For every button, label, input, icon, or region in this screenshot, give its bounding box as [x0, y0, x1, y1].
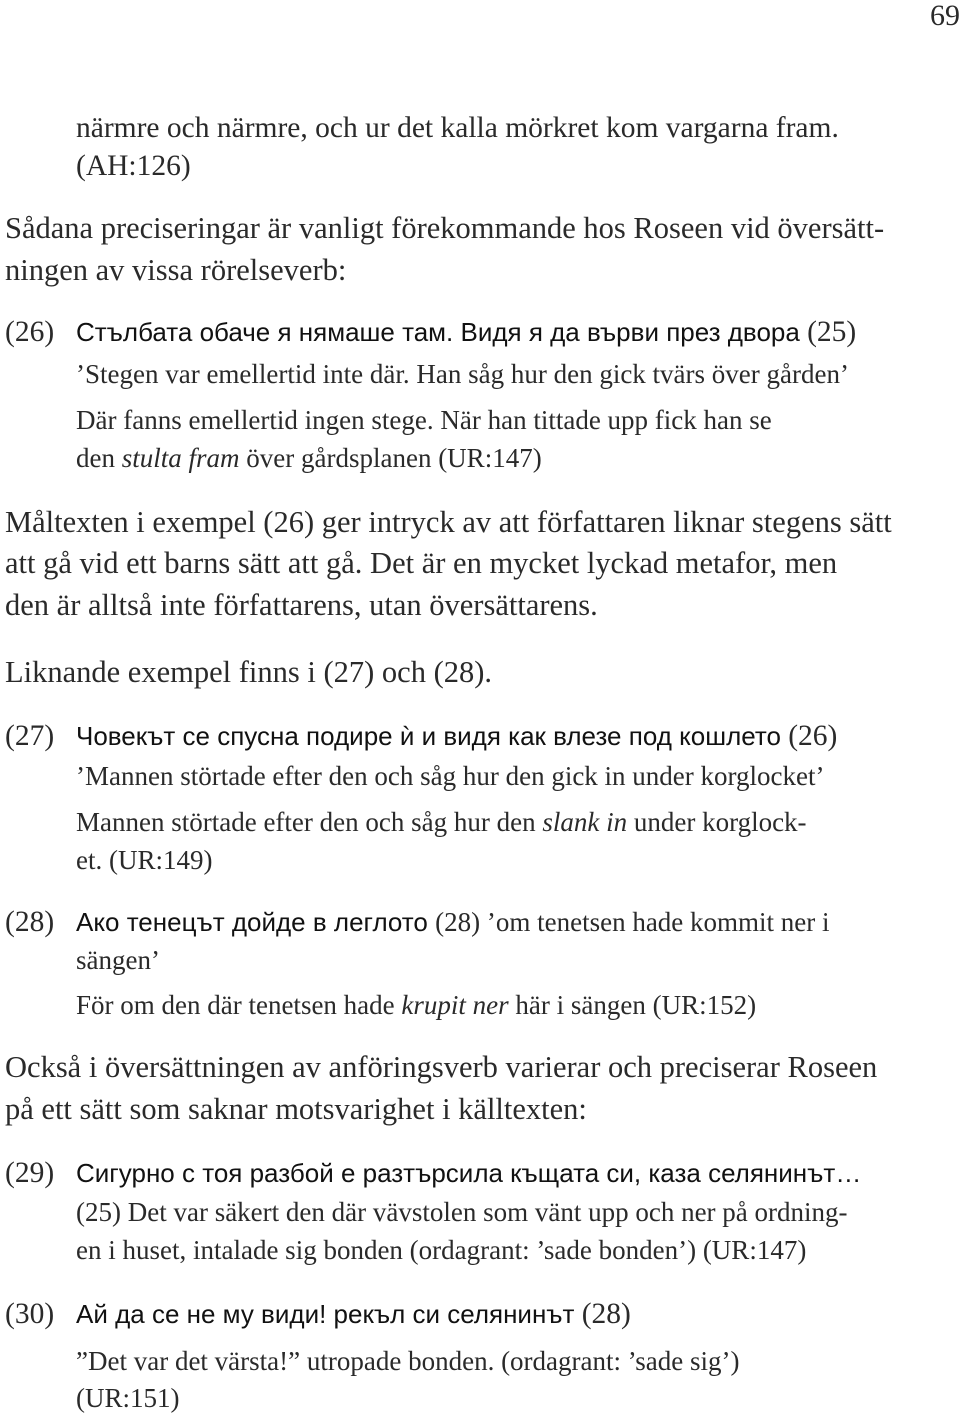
source-ref: (25): [807, 316, 857, 348]
quote-line: närmre och närmre, och ur det kalla mörkret kom vargarna fram.: [76, 112, 839, 144]
cyrillic-source: Ако тенецът дойде в леглото: [76, 907, 428, 937]
example-target: en i huset, intalade sig bonden (ordagrant: ’sade bonden’) (UR:147): [76, 1235, 807, 1265]
example-target: (UR:151): [76, 1383, 180, 1413]
example-target: [76, 985, 756, 1025]
source-ref: (28) ’om tenetsen hade kommit ner i: [435, 907, 830, 937]
paragraph-line: ningen av vissa rörelseverb:: [5, 253, 347, 287]
cyrillic-source: Човекът се спусна подире ѝ и видя как влезе под кошлето: [76, 721, 781, 751]
emphasis: krupit ner: [401, 990, 509, 1020]
target-text: över gårdsplanen (UR:147): [239, 443, 542, 473]
example-source: [76, 716, 837, 756]
paragraph-line: Också i översättningen av anföringsverb varierar och preciserar Roseen: [5, 1050, 878, 1084]
paragraph-line: på ett sätt som saknar motsvarighet i källtexten:: [5, 1092, 587, 1126]
example-gloss: sängen’: [76, 945, 160, 975]
paragraph-line: Liknande exempel finns i (27) och (28).: [5, 655, 493, 689]
source-ref: (26): [788, 720, 838, 752]
emphasis: stulta fram: [121, 443, 240, 473]
page-number: 69: [930, 0, 960, 32]
example-target: [76, 438, 542, 478]
paragraph-line: den är alltså inte författarens, utan översättarens.: [5, 588, 598, 622]
target-text: den: [76, 443, 122, 473]
example-target: (25) Det var säkert den där vävstolen som vänt upp och ner på ordning-: [76, 1197, 848, 1227]
paragraph-line: att gå vid ett barns sätt att gå. Det är en mycket lyckad metafor, men: [5, 546, 838, 580]
source-ref: (28): [581, 1298, 631, 1330]
example-number: (27): [5, 720, 55, 752]
example-source: [76, 1294, 631, 1334]
example-target: ”Det var det värsta!” utropade bonden. (ordagrant: ’sade sig’): [76, 1346, 740, 1376]
example-number: (30): [5, 1298, 55, 1330]
paragraph-line: Måltexten i exempel (26) ger intryck av att författaren liknar stegens sätt: [5, 505, 892, 539]
example-source: [76, 902, 830, 942]
example-number: (29): [5, 1157, 55, 1189]
emphasis: slank in: [542, 807, 628, 837]
cyrillic-source: Стълбата обаче я нямаше там. Видя я да върви през двора: [76, 317, 800, 347]
example-number: (26): [5, 316, 55, 348]
target-text: under korglock-: [627, 807, 807, 837]
target-text: För om den där tenetsen hade: [76, 990, 402, 1020]
example-number: (28): [5, 906, 55, 938]
example-gloss: ’Stegen var emellertid inte där. Han såg hur den gick tvärs över gården’: [76, 359, 849, 389]
quote-source: (AH:126): [76, 150, 191, 182]
example-target: et. (UR:149): [76, 845, 213, 875]
target-text: Mannen störtade efter den och såg hur den: [76, 807, 543, 837]
target-text: här i sängen (UR:152): [508, 990, 757, 1020]
example-source: Сигурно с тоя разбой е разтърсила къщата си, каза селянинът…: [76, 1158, 862, 1188]
cyrillic-source: Ай да се не му види! рекъл си селянинът: [76, 1299, 575, 1329]
example-target: [76, 802, 807, 842]
paragraph-line: Sådana preciseringar är vanligt förekommande hos Roseen vid översätt-: [5, 211, 885, 245]
example-source: [76, 312, 856, 352]
example-target: Där fanns emellertid ingen stege. När han tittade upp fick han se: [76, 405, 772, 435]
example-gloss: ’Mannen störtade efter den och såg hur den gick in under korglocket’: [76, 761, 825, 791]
